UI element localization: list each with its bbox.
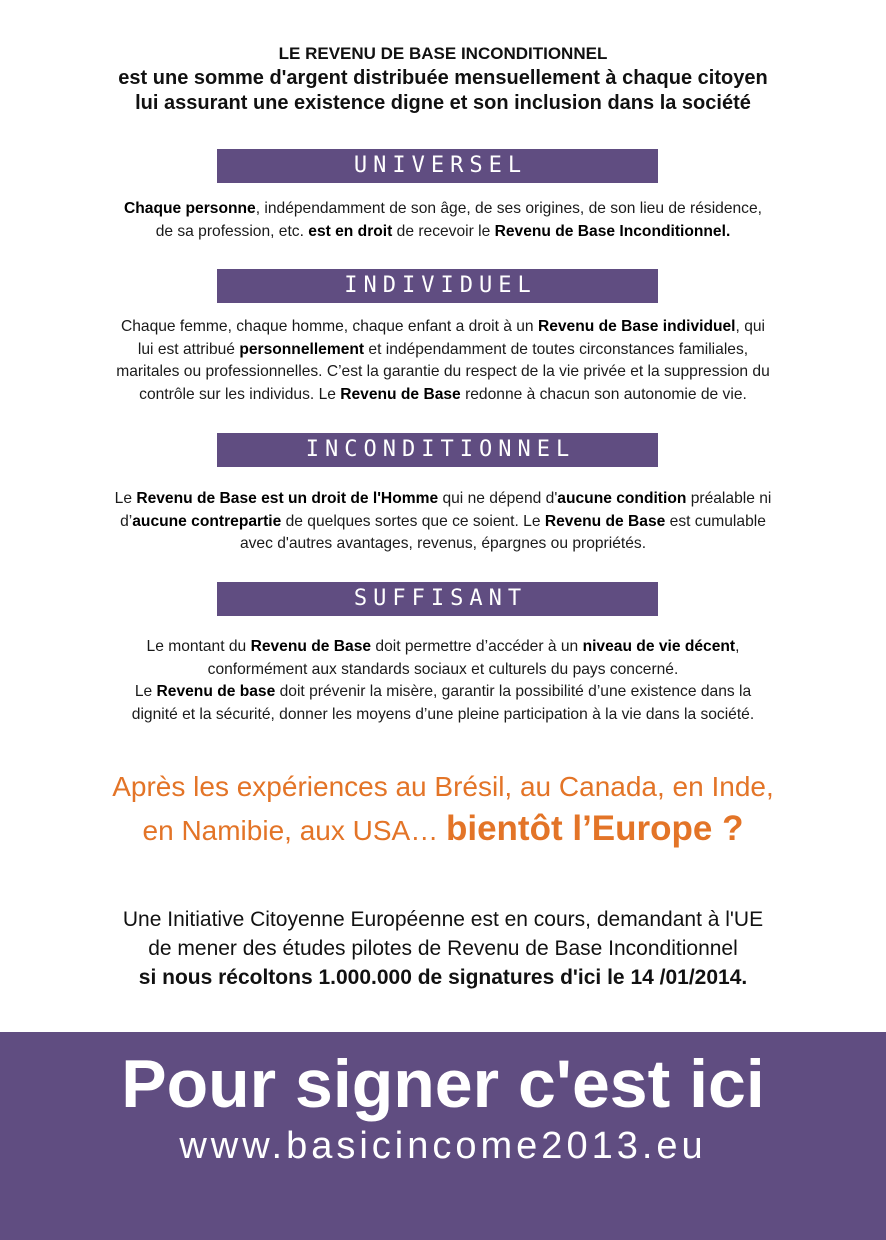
initiative-line-3: si nous récoltons 1.000.000 de signatures d'ici le 14 /01/2014. [138, 966, 748, 989]
section-header-suffisant: SUFFISANT [217, 582, 658, 616]
website-link[interactable]: www.basicincome2013.eu [179, 1125, 707, 1167]
footer-banner [0, 1032, 886, 1240]
section-header-universel: UNIVERSEL [217, 149, 658, 183]
europe-highlight: bientôt l’Europe ? [445, 809, 744, 848]
initiative-line-1: Une Initiative Citoyenne Européenne est en cours, demandant à l'UE [122, 908, 764, 931]
section-text-universel: Chaque personne, indépendamment de son âge, de ses origines, de son lieu de résidence, de sa profession, etc. est en droit de recevoir le Revenu de Base Inconditionnel. [124, 200, 762, 240]
europe-line-1: Après les expériences au Brésil, au Canada, en Inde, [112, 771, 774, 802]
intro-line-3: lui assurant une existence digne et son inclusion dans la société [135, 92, 751, 114]
initiative-line-2: de mener des études pilotes de Revenu de Base Inconditionnel [148, 937, 738, 960]
intro-title: LE REVENU DE BASE INCONDITIONNEL [278, 44, 608, 63]
section-header-inconditionnel: INCONDITIONNEL [217, 433, 658, 467]
initiative-block [0, 905, 886, 992]
section-text-inconditionnel: Le Revenu de Base est un droit de l'Homme qui ne dépend d'aucune condition préalable ni d’aucune contrepartie de quelques sortes que ce soient. Le Revenu de Base est cumulable avec d'autres avantages, revenus, épargnes ou propriétés. [114, 490, 772, 552]
intro-line-2: est une somme d'argent distribuée mensuellement à chaque citoyen [118, 67, 768, 89]
section-header-individuel: INDIVIDUEL [217, 269, 658, 303]
europe-line-2: en Namibie, aux USA… bientôt l’Europe ? [142, 809, 744, 848]
sign-call-to-action: Pour signer c'est ici [121, 1046, 765, 1122]
europe-callout [0, 766, 886, 852]
section-text-individuel: Chaque femme, chaque homme, chaque enfant a droit à un Revenu de Base individuel, qui lui est attribué personnellement et indépendamment de toutes circonstances familiales, maritales ou professionnelles. C’est la garantie du respect de la vie privée et la suppression du contrôle sur les individus. Le Revenu de Base redonne à chacun son autonomie de vie. [116, 318, 770, 403]
intro-block [0, 42, 886, 116]
section-text-suffisant: Le montant du Revenu de Base doit permettre d’accéder à un niveau de vie décent, conformément aux standards sociaux et culturels du pays concerné. Le Revenu de base doit prévenir la misère, garantir la possibilité d’une existence dans la dignité et la sécurité, donner les moyens d’une pleine participation à la vie dans la société. [131, 638, 755, 723]
